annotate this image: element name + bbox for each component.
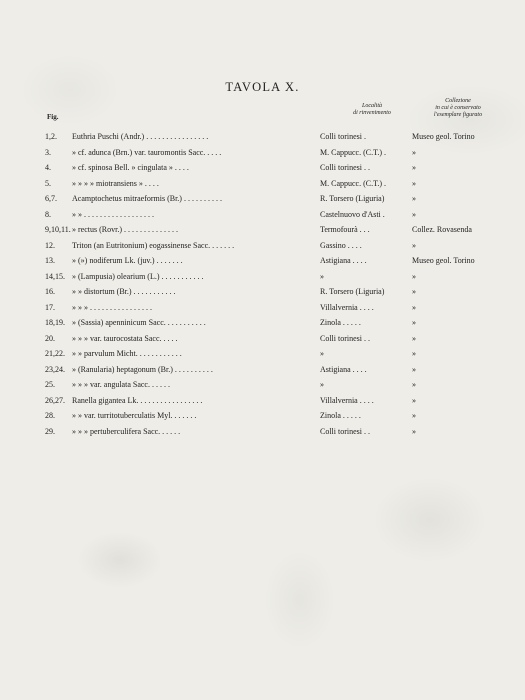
row-collection: » bbox=[412, 380, 416, 389]
table-row bbox=[0, 131, 525, 147]
table-row bbox=[0, 426, 525, 442]
table-row bbox=[0, 395, 525, 411]
row-collection: » bbox=[412, 395, 416, 405]
row-collection: » bbox=[412, 147, 416, 157]
table-row bbox=[0, 364, 525, 380]
row-locality: Termofourà . . . bbox=[320, 225, 370, 234]
row-fig-number: 16. bbox=[45, 287, 55, 296]
table-row bbox=[0, 162, 525, 178]
row-fig-number: 20. bbox=[45, 333, 55, 343]
row-description: Triton (an Eutritonium) eogassinense Sacc. . . . . . . bbox=[72, 240, 235, 250]
collection-header-line: Collezione bbox=[445, 98, 471, 104]
row-description: » » . . . . . . . . . . . . . . . . . . bbox=[72, 209, 154, 219]
row-collection: » bbox=[412, 364, 416, 374]
collection-header-line: in cui è conservato bbox=[435, 105, 481, 111]
row-collection: » bbox=[412, 287, 416, 296]
row-locality: Colli torinesi . . bbox=[320, 426, 370, 436]
row-locality: Colli torinesi . bbox=[320, 132, 366, 141]
row-collection: » bbox=[412, 349, 416, 358]
row-description: » (Lampusia) olearium (L.) . . . . . . . . . . . bbox=[72, 271, 204, 281]
row-fig-number: 6,7. bbox=[45, 194, 57, 203]
table-row bbox=[0, 240, 525, 256]
row-description: » (Ranularia) heptagonum (Br.) . . . . . . . . . . bbox=[72, 364, 213, 374]
row-collection: » bbox=[412, 240, 416, 250]
row-fig-number: 3. bbox=[45, 147, 51, 157]
row-description: » » » var. taurocostata Sacc. . . . . bbox=[72, 333, 178, 343]
table-row bbox=[0, 348, 525, 364]
row-locality: Castelnuovo d'Asti . bbox=[320, 209, 385, 219]
column-header-locality bbox=[336, 103, 408, 117]
row-collection: » bbox=[412, 209, 416, 219]
table-row bbox=[0, 333, 525, 349]
row-collection: » bbox=[412, 271, 416, 281]
row-fig-number: 25. bbox=[45, 380, 55, 389]
row-locality: Colli torinesi . . bbox=[320, 333, 370, 343]
table-row bbox=[0, 224, 525, 240]
row-locality: Astigiana . . . . bbox=[320, 364, 367, 374]
row-description: » » » var. angulata Sacc. . . . . . bbox=[72, 380, 170, 389]
row-locality: M. Cappucc. (C.T.) . bbox=[320, 178, 387, 188]
row-locality: Colli torinesi . . bbox=[320, 163, 370, 172]
row-locality: R. Torsero (Liguria) bbox=[320, 194, 385, 203]
row-description: » cf. spinosa Bell. » cingulata » . . . . bbox=[72, 163, 189, 172]
row-description: » (Sassia) apenninicum Sacc. . . . . . . . . . . bbox=[72, 318, 206, 327]
row-locality: Zinola . . . . . bbox=[320, 411, 361, 420]
row-collection: » bbox=[412, 411, 416, 420]
row-fig-number: 23,24. bbox=[45, 364, 65, 374]
column-header-fig: Fig. bbox=[47, 113, 59, 121]
table-row bbox=[0, 317, 525, 333]
row-collection: » bbox=[412, 302, 416, 312]
row-collection: » bbox=[412, 426, 416, 436]
row-description: » » parvulum Micht. . . . . . . . . . . . bbox=[72, 349, 182, 358]
row-locality: » bbox=[320, 349, 324, 358]
locality-header-line: Località bbox=[361, 103, 382, 109]
row-collection: » bbox=[412, 318, 416, 327]
row-description: Acamptochetus mitraeformis (Br.) . . . . . . . . . . bbox=[72, 194, 222, 203]
row-collection: » bbox=[412, 333, 416, 343]
row-description: » cf. adunca (Brn.) var. tauromontis Sacc. . . . . bbox=[72, 147, 222, 157]
row-fig-number: 5. bbox=[45, 178, 51, 188]
row-fig-number: 14,15. bbox=[45, 271, 65, 281]
row-collection: Museo geol. Torino bbox=[412, 132, 475, 141]
row-fig-number: 21,22. bbox=[45, 349, 65, 358]
table-row bbox=[0, 286, 525, 302]
locality-header-line: di rinvenimento bbox=[353, 110, 391, 116]
row-description: » » » » miotransiens » . . . . bbox=[72, 178, 159, 188]
row-fig-number: 17. bbox=[45, 302, 55, 312]
row-description: Euthria Puschi (Andr.) . . . . . . . . . . . . . . . . bbox=[72, 132, 209, 141]
row-locality: Villalvernia . . . . bbox=[320, 302, 374, 312]
row-fig-number: 4. bbox=[45, 163, 51, 172]
row-collection: Museo geol. Torino bbox=[412, 256, 475, 265]
table-row bbox=[0, 271, 525, 287]
row-fig-number: 28. bbox=[45, 411, 55, 420]
row-fig-number: 9,10,11. bbox=[45, 225, 71, 234]
row-fig-number: 12. bbox=[45, 240, 55, 250]
table-row bbox=[0, 193, 525, 209]
row-collection: » bbox=[412, 178, 416, 188]
row-locality: » bbox=[320, 271, 324, 281]
row-locality: M. Cappucc. (C.T.) . bbox=[320, 147, 387, 157]
row-fig-number: 8. bbox=[45, 209, 51, 219]
row-description: » » » pertuberculifera Sacc. . . . . . bbox=[72, 426, 181, 436]
row-description: Ranella gigantea Lk. . . . . . . . . . . . . . . . . bbox=[72, 395, 203, 405]
row-fig-number: 29. bbox=[45, 426, 55, 436]
row-locality: » bbox=[320, 380, 324, 389]
row-fig-number: 1,2. bbox=[45, 132, 57, 141]
row-collection: Collez. Rovasenda bbox=[412, 225, 472, 234]
table-row bbox=[0, 302, 525, 318]
row-locality: Zinola . . . . . bbox=[320, 318, 361, 327]
row-description: » » » . . . . . . . . . . . . . . . . bbox=[72, 302, 152, 312]
row-locality: Gassino . . . . bbox=[320, 240, 362, 250]
table-row bbox=[0, 147, 525, 163]
row-description: » » var. turritotuberculatis Myl. . . . . . . bbox=[72, 411, 197, 420]
table-row bbox=[0, 379, 525, 395]
table-row bbox=[0, 209, 525, 225]
row-description: » » distortum (Br.) . . . . . . . . . . . bbox=[72, 287, 176, 296]
row-locality: R. Torsero (Liguria) bbox=[320, 287, 385, 296]
table-row bbox=[0, 410, 525, 426]
page-title: TAVOLA X. bbox=[225, 80, 300, 94]
table-row bbox=[0, 178, 525, 194]
row-collection: » bbox=[412, 194, 416, 203]
row-locality: Villalvernia . . . . bbox=[320, 395, 374, 405]
row-fig-number: 18,19. bbox=[45, 318, 65, 327]
row-collection: » bbox=[412, 163, 416, 172]
row-fig-number: 26,27. bbox=[45, 395, 65, 405]
table-row bbox=[0, 255, 525, 271]
plate-table bbox=[0, 131, 525, 441]
row-fig-number: 13. bbox=[45, 256, 55, 265]
row-description: » rectus (Rovr.) . . . . . . . . . . . . . . bbox=[72, 225, 178, 234]
collection-header-line: l'esemplare figurato bbox=[433, 112, 483, 118]
row-locality: Astigiana . . . . bbox=[320, 256, 367, 265]
column-header-collection bbox=[408, 98, 508, 119]
row-description: » (») nodiferum Lk. (juv.) . . . . . . . bbox=[72, 256, 183, 265]
